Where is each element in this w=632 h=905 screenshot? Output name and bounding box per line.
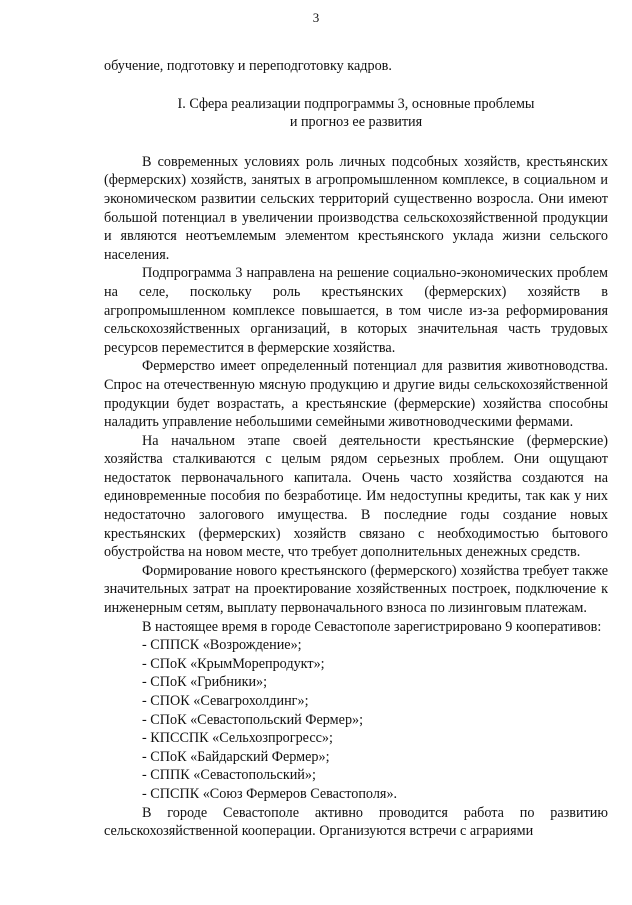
section-heading-line: I. Сфера реализации подпрограммы 3, основные проблемы (177, 95, 535, 112)
paragraph: Формирование нового крестьянского (фермерского) хозяйства требует также значительных затрат на проектирование хозяйственных построек, подключение к инженерным сетям, выплату первоначального взноса по лизинговым платежам. (104, 562, 608, 617)
list-item: - КПССПК «Сельхозпрогресс»; (142, 730, 333, 747)
list-item: - СПоК «Грибники»; (142, 674, 268, 691)
list-item: - СПоК «Севастопольский Фермер»; (142, 711, 364, 728)
list-item: - СПоК «КрымМорепродукт»; (142, 655, 325, 672)
list-item: - СППК «Севастопольский»; (142, 767, 316, 784)
page-number: 3 (312, 10, 320, 25)
paragraph: Подпрограмма 3 направлена на решение социально-экономических проблем на селе, поскольку роль крестьянских (фермерских) хозяйств в агропромышленном комплексе повышается, в том числе из-за реформирования сельскохозяйственных организаций, в которых значительная часть трудовых ресурсов переместится в фермерские хозяйства. (104, 265, 608, 356)
closing-paragraph: В городе Севастополе активно проводится работа по развитию сельскохозяйственной кооперации. Организуются встречи с аграриями (104, 804, 608, 840)
section-heading-line: и прогноз ее развития (289, 114, 423, 131)
list-item: - СПСПК «Союз Фермеров Севастополя». (142, 785, 398, 802)
intro-line: обучение, подготовку и переподготовку кадров. (104, 58, 392, 74)
section-heading (104, 95, 608, 132)
paragraph: В настоящее время в городе Севастополе зарегистрировано 9 кооперативов: (142, 618, 602, 635)
document-body (104, 57, 608, 841)
paragraph: В современных условиях роль личных подсобных хозяйств, крестьянских (фермерских) хозяйств, занятых в агропромышленном комплексе, в социальном и экономическом развитии сельских территорий существенно возросла. Они имеют большой потенциал в увеличении производства сельскохозяйственной продукции и являются неотъемлемым элементом крестьянского уклада жизни сельского населения. (104, 153, 608, 263)
list-item: - СПОК «Севагрохолдинг»; (142, 693, 309, 709)
paragraph: На начальном этапе своей деятельности крестьянские (фермерские) хозяйства сталкиваются с целым рядом серьезных проблем. Они ощущают недостаток первоначального капитала. Очень часто хозяйства создаются на единовременные пособия по безработице. Им недоступны кредиты, так как у них недостаточно залогового имущества. В последние годы создание новых крестьянских (фермерских) хозяйств связано с необходимостью бытового обустройства на новом месте, что требует дополнительных денежных средств. (104, 432, 608, 561)
list-item: - СПоК «Байдарский Фермер»; (142, 748, 330, 765)
list-item: - СППСК «Возрождение»; (142, 637, 302, 654)
paragraph: Фермерство имеет определенный потенциал для развития животноводства. Спрос на отечественную мясную продукцию и другие виды сельскохозяйственной продукции будет возрастать, а крестьянские (фермерские) хозяйства способны наладить управление небольшими семейными животноводческими фермами. (104, 358, 608, 431)
cooperatives-list (104, 636, 608, 803)
